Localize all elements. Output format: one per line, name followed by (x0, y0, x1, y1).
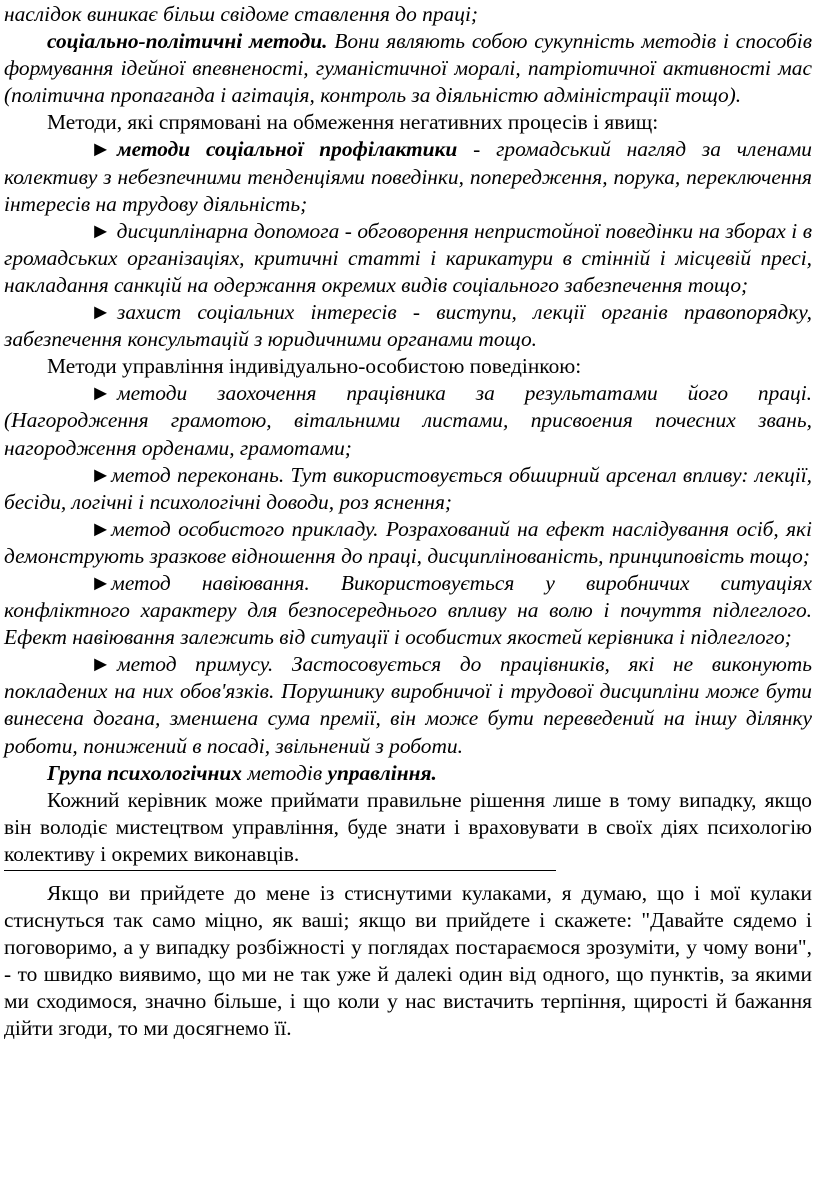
list-item-social-prevention (4, 136, 812, 217)
paragraph-text: Кожний керівник може приймати правильне рішення лише в тому випадку, якщо він володіє мистецтвом управління, буде знати і враховувати в своїх діях психологію колективу і окремих виконавців. (4, 787, 812, 866)
paragraph-text: захист соціальних інтересів - виступи, лекції органів правопорядку, забезпечення консультацій з юридичними органами тощо. (4, 300, 812, 352)
paragraph-manager-psychology (4, 787, 812, 868)
paragraph-individual-behavior-heading (4, 353, 812, 380)
list-item-disciplinary-help (4, 218, 812, 299)
bullet-arrow-icon: ► (90, 570, 112, 595)
paragraph-work-attitude (4, 0, 812, 28)
bullet-arrow-icon: ► (90, 516, 112, 541)
heading-bold-part: управління. (327, 760, 437, 785)
paragraph-text: метод особистого прикладу. Розрахований на ефект наслідування осіб, які демонструють зразкове відношення до праці, дисциплінованість, принциповість тощо; (4, 516, 812, 568)
term-social-prevention: методи соціальної профілактики (117, 137, 458, 162)
footnote-divider (4, 870, 556, 871)
term-socio-political-methods: соціально-політичні методи. (47, 29, 328, 54)
bullet-arrow-icon: ► (90, 300, 112, 325)
paragraph-text: Методи управління індивідуально-особистою поведінкою: (47, 354, 582, 379)
paragraph-text: наслідок виникає більш свідоме ставлення до праці; (4, 2, 479, 26)
list-item-coercion-method (4, 651, 812, 759)
list-item-persuasion-method (4, 462, 812, 516)
paragraph-quote-fists (4, 880, 812, 1043)
heading-bold-part: Група психологічних (47, 760, 242, 785)
paragraph-text: метод переконань. Тут використовується обширний арсенал впливу: лекції, бесіди, логічні і психологічні доводи, роз яснення; (4, 462, 812, 514)
heading-italic-part: методів (242, 760, 328, 785)
list-item-suggestion-method (4, 570, 812, 651)
paragraph-text: метод навіювання. Використовується у виробничих ситуаціях конфліктного характеру для безпосереднього впливу на волю і почуття підлеглого. Ефект навіювання залежить від ситуації і особистих якостей керівника і підлеглого; (4, 570, 812, 650)
paragraph-text: методи заохочення працівника за результатами його праці. (Нагородження грамотою, вітальними листами, присвоения почесних звань, нагородження орденами, грамотами; (4, 381, 812, 460)
bullet-arrow-icon: ► (90, 137, 112, 162)
list-item-social-protection (4, 299, 812, 353)
bullet-arrow-icon: ► (90, 381, 112, 406)
paragraph-text: метод примусу. Застосовується до працівників, які не виконують покладених на них обов'язків. Порушнику виробничої і трудової дисципліни може бути винесена догана, зменшена сума премії, він може бути переведений на іншу ділянку роботи, понижений в посаді, звільнений з роботи. (4, 652, 812, 758)
paragraph-text: Вони являють собою сукупність методів і способів формування ідейної впевненості, гуманістичної моралі, патріотичної активності мас (політична пропаганда і агітація, контроль за діяльністю адміністрації тощо). (4, 29, 813, 108)
paragraph-text: Методи, які спрямовані на обмеження негативних процесів і явищ: (47, 110, 659, 135)
paragraph-text: Якщо ви прийдете до мене із стиснутими кулаками, я думаю, що і мої кулаки стиснуться так само міцно, як ваші; якщо ви прийдете і скажете: "Давайте сядемо і поговоримо, а у випадку розбіжності у поглядах постараємося зрозуміти, у чому вони", - то швидко виявимо, що ми не так уже й далекі один від одного, що пунктів, за якими ми сходимося, значно більше, і що коли у нас вистачить терпіння, щирості й бажання дійти згоди, то ми досягнемо її. (4, 881, 812, 1041)
bullet-arrow-icon: ► (90, 218, 112, 243)
bullet-arrow-icon: ► (90, 652, 112, 677)
paragraph-text: дисциплінарна допомога - обговорення непристойної поведінки на зборах і в громадських організаціях, критичні статті і карикатури в стінній і місцевій пресі, накладання санкцій на одержання окремих видів соціального забезпечення тощо; (4, 218, 812, 297)
list-item-encouragement-methods (4, 380, 812, 461)
paragraph-text: - громадський нагляд за членами колективу з небезпечними тенденціями поведінки, попередження, порука, переключення інтересів на трудову діяльність; (4, 137, 812, 216)
paragraph-negative-processes-heading (4, 109, 812, 136)
paragraph-socio-political-methods (4, 28, 812, 109)
section-heading-psychological-methods (4, 760, 812, 787)
list-item-personal-example-method (4, 516, 812, 570)
bullet-arrow-icon: ► (90, 462, 112, 487)
